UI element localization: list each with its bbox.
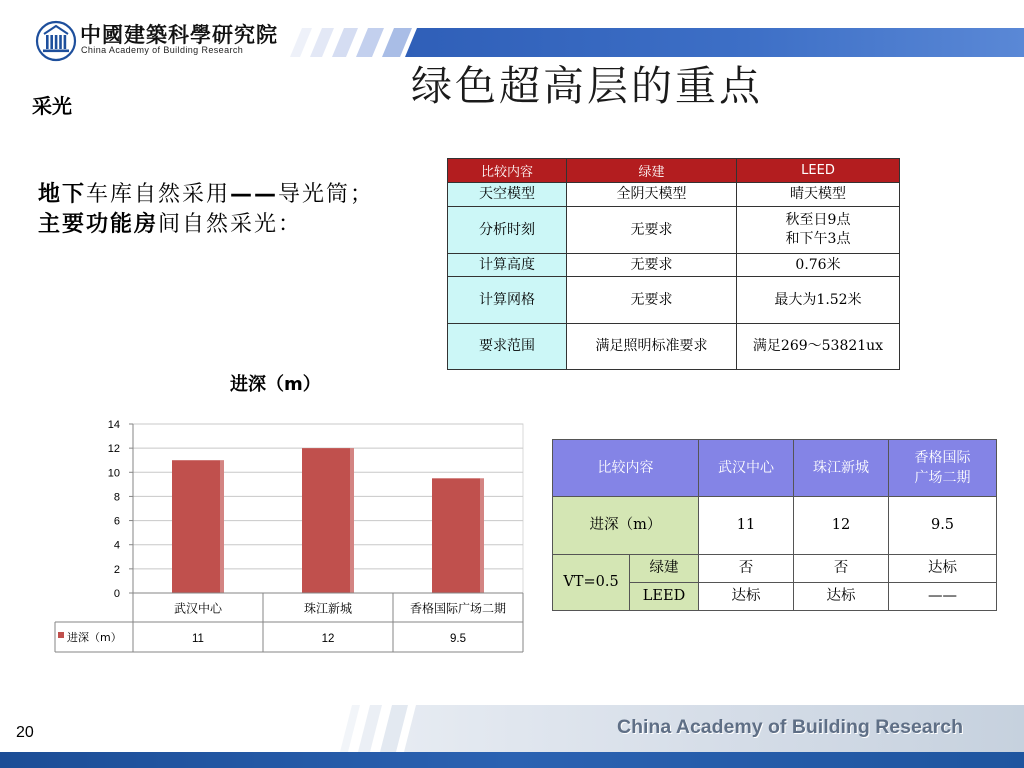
y-tick-label: 4 bbox=[113, 539, 120, 552]
header-stripe bbox=[356, 28, 384, 57]
logo-column bbox=[59, 35, 62, 49]
table1-cell: 无要求 bbox=[567, 254, 737, 277]
table2-header-cell: 香格国际 广场二期 bbox=[889, 440, 997, 497]
table2-header-cell: 比较内容 bbox=[553, 440, 699, 497]
chart-title: 进深（m） bbox=[230, 374, 321, 395]
logo-column bbox=[46, 35, 49, 49]
bar-highlight bbox=[220, 460, 224, 593]
table1-row-label: 计算网格 bbox=[448, 277, 567, 324]
bullet-line bbox=[38, 181, 374, 209]
table2-cell: 达标 bbox=[889, 555, 997, 583]
table1-row-label: 计算高度 bbox=[448, 254, 567, 277]
cabr-logo-icon bbox=[33, 19, 79, 63]
y-tick-label: 0 bbox=[113, 588, 120, 600]
logo-column bbox=[50, 35, 53, 49]
table2-cell: 达标 bbox=[794, 583, 889, 611]
category-label: 珠江新城 bbox=[303, 601, 353, 616]
table1-row bbox=[448, 277, 900, 324]
category-label: 香格国际广场二期 bbox=[409, 601, 507, 616]
category-label: 武汉中心 bbox=[173, 601, 223, 616]
y-tick-label: 14 bbox=[107, 419, 120, 431]
table2-cell: 12 bbox=[794, 497, 889, 555]
table1-row bbox=[448, 207, 900, 254]
y-tick-label: 10 bbox=[107, 467, 120, 480]
table1-cell: 无要求 bbox=[567, 277, 737, 324]
table1-cell: 满足照明标准要求 bbox=[567, 324, 737, 370]
table2-cell: 否 bbox=[699, 555, 794, 583]
logo-chinese-name: 中國建築科學研究院 bbox=[80, 22, 278, 47]
table1-cell: 最大为1.52米 bbox=[737, 277, 900, 324]
table1-row-label: 要求范围 bbox=[448, 324, 567, 370]
table2-header-row bbox=[553, 440, 997, 497]
table2-cell: 9.5 bbox=[889, 497, 997, 555]
header-stripe-band bbox=[285, 25, 1024, 59]
table2-row bbox=[553, 497, 997, 555]
table1-header-cell: 绿建 bbox=[567, 159, 737, 183]
bar-0 bbox=[172, 460, 224, 593]
header-stripe bbox=[290, 28, 312, 57]
table1-cell: 无要求 bbox=[567, 207, 737, 254]
data-table-value: 12 bbox=[321, 633, 335, 645]
table1-cell: 全阴天模型 bbox=[567, 183, 737, 207]
y-tick-label: 2 bbox=[113, 563, 120, 576]
logo-english-name: China Academy of Building Research bbox=[81, 45, 244, 55]
header-stripe bbox=[332, 28, 358, 57]
bullet-text-segment: 间自然采光： bbox=[158, 212, 303, 237]
page-title: 绿色超高层的重点 bbox=[411, 62, 763, 110]
y-tick-label: 6 bbox=[113, 515, 120, 528]
bar-highlight bbox=[350, 448, 354, 593]
logo-base bbox=[43, 50, 69, 53]
table2-standard-label: LEED bbox=[630, 583, 699, 611]
bar-highlight bbox=[480, 478, 484, 593]
table1-cell: 0.76米 bbox=[737, 254, 900, 277]
daylight-criteria-table bbox=[447, 158, 900, 370]
page-number: 20 bbox=[16, 724, 34, 741]
bullet-text-segment: 车库自然采用 bbox=[86, 182, 231, 207]
bullet-text-segment: 地下 bbox=[38, 182, 87, 207]
bullet-text-segment: 主要功能房 bbox=[38, 212, 159, 237]
table1-row bbox=[448, 324, 900, 370]
table2-cell: 11 bbox=[699, 497, 794, 555]
bar-1 bbox=[302, 448, 354, 593]
table1-cell: 秋至日9点 和下午3点 bbox=[737, 207, 900, 254]
bullet-text-segment: —— bbox=[230, 182, 279, 207]
table1-cell: 晴天模型 bbox=[737, 183, 900, 207]
footer-bar bbox=[0, 752, 1024, 768]
legend-label: 进深（m） bbox=[67, 631, 122, 644]
table2-standard-label: 绿建 bbox=[630, 555, 699, 583]
table1-header-cell: LEED bbox=[737, 159, 900, 183]
depth-bar-chart bbox=[50, 410, 530, 660]
y-tick-label: 12 bbox=[107, 443, 120, 456]
data-table-value: 11 bbox=[192, 633, 204, 645]
table2-cell: —— bbox=[889, 583, 997, 611]
header-bar bbox=[405, 28, 1024, 57]
table2-header-cell: 珠江新城 bbox=[794, 440, 889, 497]
header-stripe bbox=[310, 28, 334, 57]
table2-header-cell: 武汉中心 bbox=[699, 440, 794, 497]
footer-institution-name: China Academy of Building Research bbox=[617, 716, 964, 738]
table2-cell: 达标 bbox=[699, 583, 794, 611]
table1-header-row bbox=[448, 159, 900, 183]
table2-row bbox=[553, 555, 997, 583]
table1-row-label: 天空模型 bbox=[448, 183, 567, 207]
y-tick-label: 8 bbox=[113, 491, 120, 504]
table1-row bbox=[448, 183, 900, 207]
logo-column bbox=[64, 35, 67, 49]
footer-stripe bbox=[340, 705, 360, 752]
table1-header-cell: 比较内容 bbox=[448, 159, 567, 183]
table2-cell: 否 bbox=[794, 555, 889, 583]
logo-column bbox=[55, 35, 58, 49]
bullet-line bbox=[38, 211, 302, 239]
legend-key bbox=[58, 632, 64, 638]
section-heading: 采光 bbox=[32, 94, 72, 118]
footer-stripe bbox=[358, 705, 382, 752]
table1-row-label: 分析时刻 bbox=[448, 207, 567, 254]
table2-row-label: 进深（m） bbox=[553, 497, 699, 555]
project-comparison-table bbox=[552, 439, 997, 611]
table1-cell: 满足269～53821ux bbox=[737, 324, 900, 370]
bar-2 bbox=[432, 478, 484, 593]
bullet-text-segment: 导光筒； bbox=[278, 182, 375, 207]
footer-stripe bbox=[380, 705, 408, 752]
table2-group-label: VT=0.5 bbox=[553, 555, 630, 611]
data-table-value: 9.5 bbox=[450, 633, 466, 645]
table1-row bbox=[448, 254, 900, 277]
